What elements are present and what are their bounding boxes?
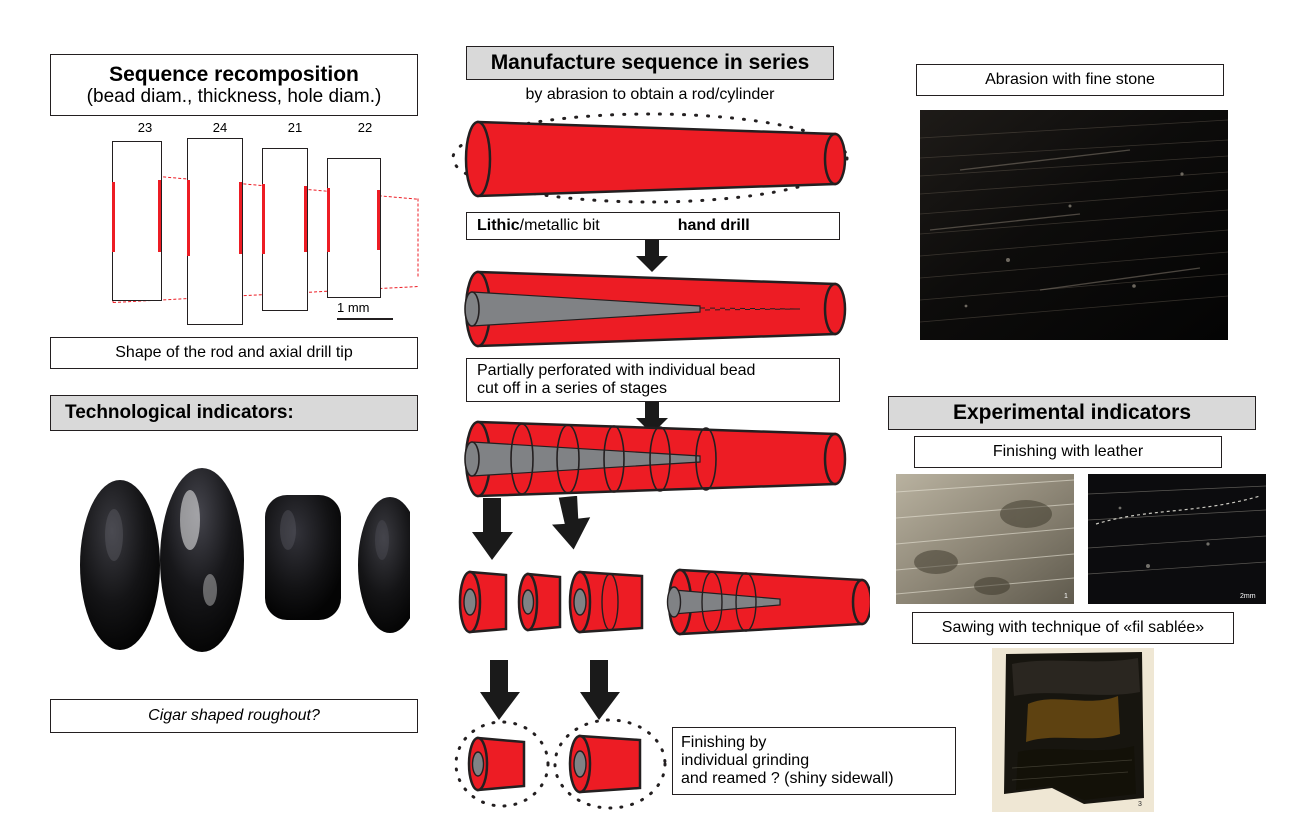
finishing-note-box xyxy=(672,727,956,795)
hole-mark-21a xyxy=(262,184,265,254)
photo1-marker: 1 xyxy=(1064,593,1068,600)
manufacture-sequence-header: Manufacture sequence in series xyxy=(466,46,834,80)
lithic-bold-label: Lithic xyxy=(477,217,520,234)
cigar-roughout-caption: Cigar shaped roughout? xyxy=(50,699,418,733)
rod-shape-caption: Shape of the rod and axial drill tip xyxy=(50,337,418,369)
stage-5-bead-2 xyxy=(552,716,668,812)
stage-1-cylinder xyxy=(450,108,850,208)
hole-mark-24a xyxy=(187,180,190,256)
bead-number-23: 23 xyxy=(137,120,153,135)
partially-perforated-note xyxy=(466,358,840,402)
bead-number-21: 21 xyxy=(287,120,303,135)
bead-number-24: 24 xyxy=(212,120,228,135)
hole-mark-22b xyxy=(377,190,380,250)
hole-mark-21b xyxy=(304,186,307,252)
arrow-down-4 xyxy=(478,660,522,725)
stage-5-bead-1 xyxy=(452,718,552,810)
arrow-diagonal-1 xyxy=(540,496,604,565)
hand-drill-label: hand drill xyxy=(677,217,750,234)
scale-bar-label: 1 mm xyxy=(337,300,370,315)
bead-number-22: 22 xyxy=(357,120,373,135)
stage-4-cut-beads xyxy=(450,556,870,652)
photo2-marker: 2mm xyxy=(1240,593,1256,600)
finishing-line-3: and reamed ? (shiny sidewall) xyxy=(681,770,894,787)
black-beads-photo xyxy=(60,440,410,680)
photo3-marker: 3 xyxy=(1138,801,1142,808)
finishing-line-1: Finishing by xyxy=(681,734,767,751)
drill-bit-label-box xyxy=(466,212,840,240)
abrasion-subtitle: by abrasion to obtain a rod/cylinder xyxy=(525,86,775,103)
technological-indicators-header: Technological indicators: xyxy=(50,395,418,431)
bead-profile-diagram xyxy=(50,120,420,330)
abrasion-microphoto xyxy=(920,110,1228,340)
bead-rect-24 xyxy=(187,138,243,325)
sequence-recomposition-title-line2: (bead diam., thickness, hole diam.) xyxy=(86,85,382,107)
arrow-down-3 xyxy=(470,498,516,565)
finishing-line-2: individual grinding xyxy=(681,752,810,769)
hole-mark-22a xyxy=(327,188,330,252)
hole-mark-24b xyxy=(239,182,242,254)
abrasion-photo-title: Abrasion with fine stone xyxy=(916,64,1224,96)
sawing-technique-title: Sawing with technique of «fil sablée» xyxy=(912,612,1234,644)
hole-mark-23a xyxy=(112,182,115,252)
bit-rest-label: /metallic bit xyxy=(519,217,600,234)
stage-3-cylinder-segmented xyxy=(450,412,850,508)
hole-mark-23b xyxy=(158,180,161,252)
scale-bar xyxy=(337,318,393,320)
sawing-photo xyxy=(992,648,1154,812)
experimental-indicators-header: Experimental indicators xyxy=(888,396,1256,430)
leather-microphoto-right xyxy=(1088,474,1266,604)
bead-rect-21 xyxy=(262,148,308,311)
stage-2-cylinder-drilled xyxy=(450,262,850,358)
finishing-leather-title: Finishing with leather xyxy=(914,436,1222,468)
partial-line-2: cut off in a series of stages xyxy=(477,380,668,397)
bead-rect-23 xyxy=(112,141,162,301)
leather-microphoto-left xyxy=(896,474,1074,604)
dashed-profile-right xyxy=(418,199,419,277)
sequence-recomposition-title-line1: Sequence recomposition xyxy=(109,62,359,86)
sequence-recomposition-title-box xyxy=(50,54,418,116)
partial-line-1: Partially perforated with individual bead xyxy=(477,362,756,379)
bead-rect-22 xyxy=(327,158,381,298)
